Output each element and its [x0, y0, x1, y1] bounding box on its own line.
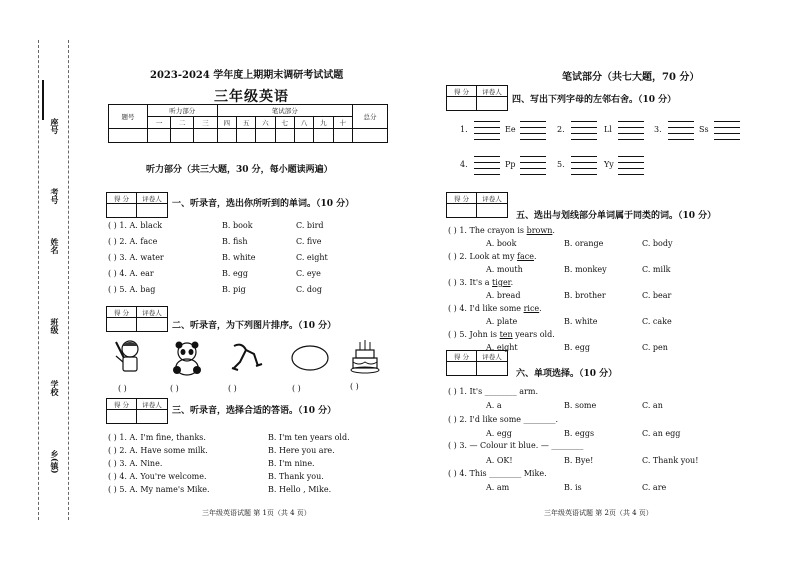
- part1-q2: ( ) 2. A. face: [108, 237, 158, 246]
- part6-q1-a: A. a: [486, 401, 502, 410]
- listening-section-title: 听力部分（共三大题，30 分，每小题读两遍）: [146, 165, 333, 175]
- birthday-cake-icon: [350, 338, 380, 376]
- part6-q3-c: C. Thank you!: [642, 456, 699, 465]
- part1-q5: ( ) 5. A. bag: [108, 285, 156, 294]
- part5-q1-b: B. orange: [564, 239, 604, 248]
- part5-q1-c: C. body: [642, 239, 673, 248]
- letter-num-4: 4.: [460, 160, 468, 169]
- part5-q5-a: A. eight: [486, 343, 518, 352]
- part6-q1: ( ) 1. It's ________ arm.: [448, 387, 538, 396]
- part1-heading: 一、听录音，选出你所听到的单词。（10 分）: [172, 199, 355, 209]
- letter-3-left-lines[interactable]: [668, 116, 694, 140]
- part5-q2: ( ) 2. Look at my face.: [448, 252, 537, 261]
- num-cell: 三: [194, 117, 217, 129]
- part1-q3-c: C. eight: [296, 253, 328, 262]
- part1-q4-c: C. eye: [296, 269, 321, 278]
- subject-title: 三年级英语: [214, 89, 289, 105]
- part6-q4-a: A. am: [486, 483, 510, 492]
- part2-heading: 二、听录音，为下列图片排序。（10 分）: [172, 321, 337, 331]
- part3-heading: 三、听录音，选择合适的答语。（10 分）: [172, 406, 337, 416]
- part5-q5-b: B. egg: [564, 343, 590, 352]
- part3-q3-b: B. I'm nine.: [268, 459, 315, 468]
- grader-label: 评卷人: [477, 193, 507, 204]
- num-cell: 一: [148, 117, 171, 129]
- part3-q5-b: B. Hello , Mike.: [268, 485, 332, 494]
- score-table: [108, 104, 388, 143]
- score-box-4: [446, 85, 508, 111]
- num-cell: 六: [256, 117, 275, 129]
- listening-header-cell: 听力部分: [148, 105, 218, 117]
- letter-4-left-lines[interactable]: [474, 151, 500, 175]
- part5-q5-c: C. pen: [642, 343, 668, 352]
- letter-1: Ee: [505, 125, 516, 134]
- binding-line: [38, 40, 39, 520]
- score-label: 得 分: [447, 86, 477, 97]
- score-box-3: [106, 398, 168, 424]
- name-label: 姓名: [50, 238, 60, 254]
- boy-with-pencil-icon: [110, 338, 150, 376]
- part6-q3: ( ) 3. — Colour it blue. — ________: [448, 441, 584, 450]
- part5-q2-c: C. milk: [642, 265, 671, 274]
- part2-blank-5[interactable]: ( ): [350, 382, 359, 391]
- part5-q2-b: B. monkey: [564, 265, 607, 274]
- letter-num-5: 5.: [557, 160, 565, 169]
- part2-blank-2[interactable]: ( ): [170, 384, 179, 393]
- school-label: 学校: [50, 380, 60, 396]
- egg-icon: [290, 344, 330, 372]
- score-box-1: [106, 192, 168, 218]
- binding-line-2: [68, 40, 69, 520]
- score-box-2: [106, 306, 168, 332]
- score-box-6: [446, 350, 508, 376]
- part6-q3-a: A. OK!: [486, 456, 513, 465]
- letter-1-right-lines[interactable]: [520, 116, 546, 140]
- right-footer: 三年级英语试题 第 2页（共 4 页）: [544, 509, 653, 517]
- part5-q3: ( ) 3. It's a tiger.: [448, 278, 514, 287]
- letter-4: Pp: [505, 160, 516, 169]
- grader-label: 评卷人: [137, 399, 167, 410]
- written-header-cell: 笔试部分: [217, 105, 352, 117]
- seat-number-label: 座号: [50, 118, 60, 134]
- score-label: 得 分: [107, 193, 137, 204]
- letter-3-right-lines[interactable]: [714, 116, 740, 140]
- grader-label: 评卷人: [137, 307, 167, 318]
- part6-q3-b: B. Bye!: [564, 456, 594, 465]
- num-cell: 二: [171, 117, 194, 129]
- part1-q4-b: B. egg: [222, 269, 248, 278]
- score-box-5: [446, 192, 508, 218]
- num-cell: 十: [333, 117, 352, 129]
- score-label: 得 分: [107, 399, 137, 410]
- num-cell: 四: [217, 117, 236, 129]
- part1-q2-b: B. fish: [222, 237, 248, 246]
- part6-q2: ( ) 2. I'd like some ________.: [448, 415, 559, 424]
- letter-3: Ss: [699, 125, 709, 134]
- binding-mark: [42, 80, 45, 120]
- part6-q1-c: C. an: [642, 401, 663, 410]
- letter-num-1: 1.: [460, 125, 468, 134]
- part5-q2-a: A. mouth: [486, 265, 523, 274]
- part6-q1-b: B. some: [564, 401, 597, 410]
- part2-blank-4[interactable]: ( ): [292, 384, 301, 393]
- letter-2: Ll: [604, 125, 612, 134]
- part1-q1-b: B. book: [222, 221, 253, 230]
- part6-q2-c: C. an egg: [642, 429, 681, 438]
- part1-q1-c: C. bird: [296, 221, 324, 230]
- part1-q4: ( ) 4. A. ear: [108, 269, 154, 278]
- part5-q3-b: B. brother: [564, 291, 606, 300]
- num-cell: 八: [294, 117, 313, 129]
- letter-num-3: 3.: [654, 125, 662, 134]
- num-cell: 七: [275, 117, 294, 129]
- exam-number-label: 考号: [50, 188, 60, 204]
- part1-q1: ( ) 1. A. black: [108, 221, 163, 230]
- letter-4-right-lines[interactable]: [520, 151, 546, 175]
- part1-q3: ( ) 3. A. water: [108, 253, 164, 262]
- part6-q4: ( ) 4. This ________ Mike.: [448, 469, 547, 478]
- letter-5-left-lines[interactable]: [571, 151, 597, 175]
- score-label: 得 分: [447, 193, 477, 204]
- part3-q1: ( ) 1. A. I'm fine, thanks.: [108, 433, 206, 442]
- written-title: 笔试部分（共七大题，70 分）: [562, 72, 700, 83]
- township-label: 乡(镇): [50, 450, 60, 474]
- part1-q5-c: C. dog: [296, 285, 322, 294]
- part3-q4-b: B. Thank you.: [268, 472, 324, 481]
- letter-1-left-lines[interactable]: [474, 116, 500, 140]
- part1-q3-b: B. white: [222, 253, 256, 262]
- legs-icon: [228, 340, 264, 374]
- part5-q1-a: A. book: [486, 239, 517, 248]
- part6-q2-b: B. eggs: [564, 429, 595, 438]
- part3-q5: ( ) 5. A. My name's Mike.: [108, 485, 210, 494]
- part5-q4-c: C. cake: [642, 317, 672, 326]
- letter-num-2: 2.: [557, 125, 565, 134]
- grader-label: 评卷人: [477, 351, 507, 362]
- part6-q4-b: B. is: [564, 483, 582, 492]
- part2-blank-1[interactable]: ( ): [118, 384, 127, 393]
- part3-q1-b: B. I'm ten years old.: [268, 433, 350, 442]
- letter-2-left-lines[interactable]: [571, 116, 597, 140]
- class-label: 班级: [50, 318, 60, 334]
- tihao-cell: 题号: [109, 105, 148, 129]
- num-cell: 九: [314, 117, 333, 129]
- part6-q2-a: A. egg: [486, 429, 512, 438]
- part5-q4: ( ) 4. I'd like some rice.: [448, 304, 542, 313]
- letter-5-right-lines[interactable]: [618, 151, 644, 175]
- part3-q2-b: B. Here you are.: [268, 446, 335, 455]
- part3-q3: ( ) 3. A. Nine.: [108, 459, 163, 468]
- panda-icon: [168, 340, 206, 376]
- num-cell: 五: [236, 117, 255, 129]
- total-cell: 总分: [353, 105, 388, 129]
- score-label: 得 分: [447, 351, 477, 362]
- letter-5: Yy: [604, 160, 614, 169]
- part5-q4-b: B. white: [564, 317, 598, 326]
- part1-q5-b: B. pig: [222, 285, 246, 294]
- part5-q3-c: C. bear: [642, 291, 672, 300]
- part6-q4-c: C. are: [642, 483, 667, 492]
- letter-2-right-lines[interactable]: [618, 116, 644, 140]
- part5-heading: 五、选出与划线部分单词属于同类的词。（10 分）: [516, 211, 717, 221]
- part5-q4-a: A. plate: [486, 317, 518, 326]
- part3-q2: ( ) 2. A. Have some milk.: [108, 446, 208, 455]
- part2-blank-3[interactable]: ( ): [228, 384, 237, 393]
- part5-q1: ( ) 1. The crayon is brown.: [448, 226, 555, 235]
- exam-title: 2023-2024 学年度上期期末调研考试试题: [150, 70, 344, 81]
- grader-label: 评卷人: [477, 86, 507, 97]
- part1-q2-c: C. five: [296, 237, 322, 246]
- part6-heading: 六、单项选择。（10 分）: [516, 369, 618, 379]
- part5-q5: ( ) 5. John is ten years old.: [448, 330, 555, 339]
- score-label: 得 分: [107, 307, 137, 318]
- grader-label: 评卷人: [137, 193, 167, 204]
- left-footer: 三年级英语试题 第 1页（共 4 页）: [202, 509, 311, 517]
- part4-heading: 四、写出下列字母的左邻右舍。（10 分）: [512, 95, 677, 105]
- part5-q3-a: A. bread: [486, 291, 521, 300]
- part3-q4: ( ) 4. A. You're welcome.: [108, 472, 207, 481]
